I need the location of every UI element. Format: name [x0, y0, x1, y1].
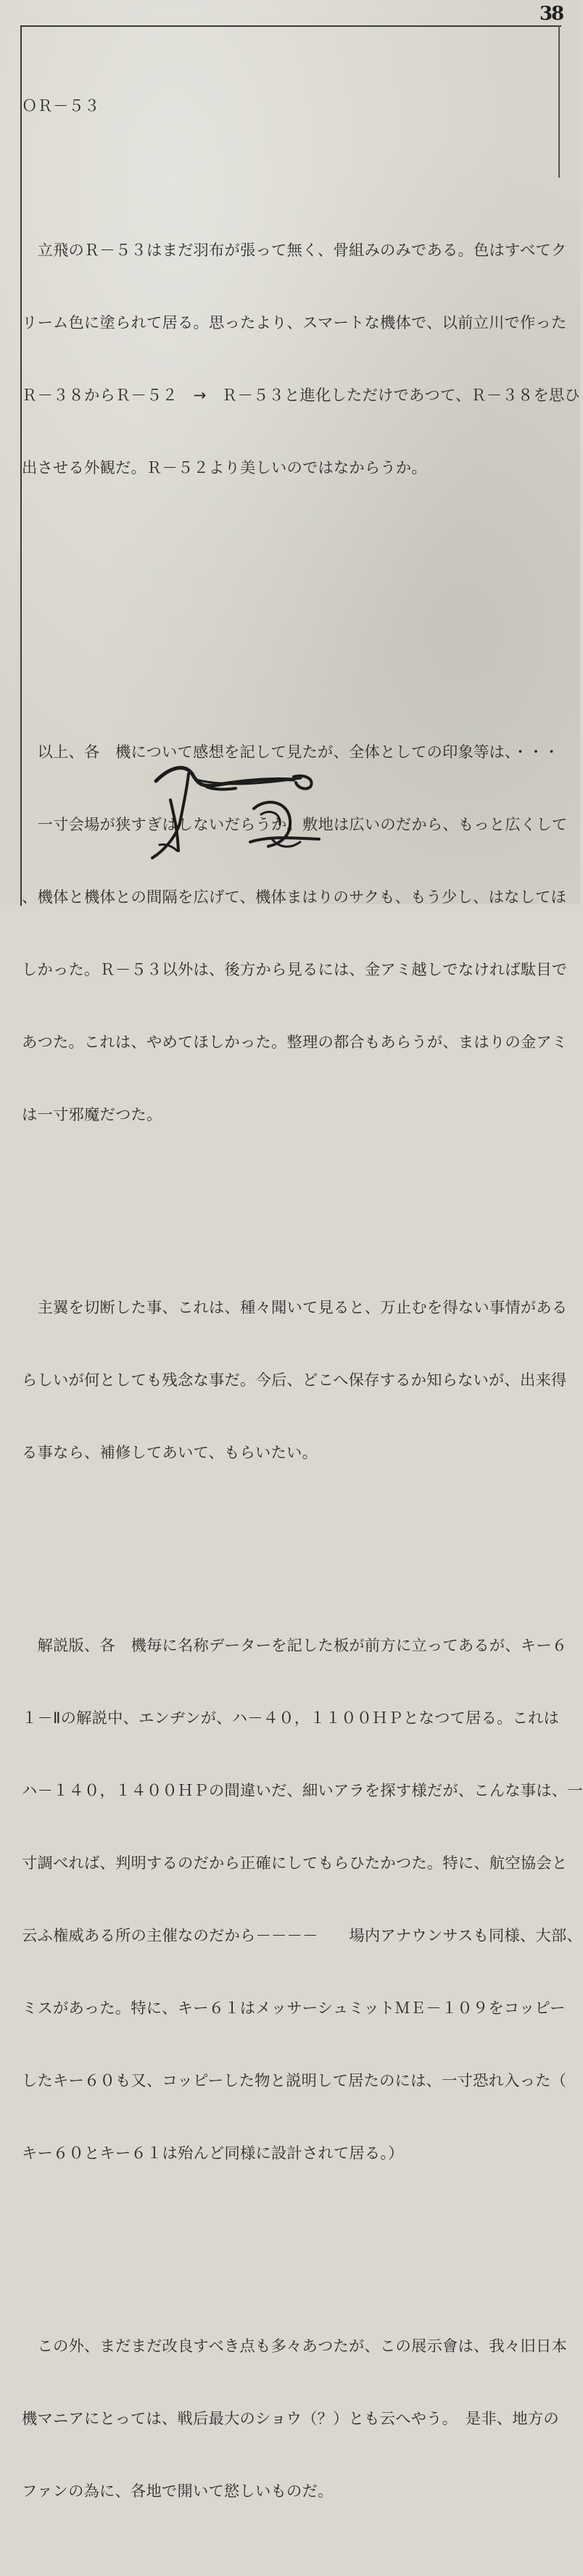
text-line: 主翼を切断した事、これは、種々聞いて見ると、万止むを得ない事情がある [22, 1299, 568, 1318]
text-line: ミスがあった。特に、キー６１はメッサーシュミットＭＥ－１０９をコッピー [22, 1999, 566, 2018]
text-line: 一寸会場が狭すぎはしないだらうか。敷地は広いのだから、もっと広くして [22, 816, 568, 835]
text-line: Ｒ－３８からＲ－５２ → Ｒ－５３と進化しただけであつて、Ｒ－３８を思ひ [22, 387, 581, 405]
text-line: 立飛のＲ－５３はまだ羽布が張って無く、骨組みのみである。色はすべてク [22, 242, 567, 260]
section-heading: ＯＲ－５３ [22, 96, 100, 115]
text-line: る事なら、補修してあいて、もらいたい。 [22, 1443, 318, 1462]
aircraft-sketch-illustration [145, 758, 326, 867]
paragraph-wing [22, 1248, 568, 1514]
text-line: 寸調べれば、判明するのだから正確にしてもらひたかつた。特に、航空協会と [22, 1854, 568, 1873]
paragraph-gap [22, 601, 558, 620]
text-line: 、機体と機体との間隔を広げて、機体まはりのサクも、もう少し、はなしてほ [22, 888, 567, 907]
text-line: 出させる外観だ。Ｒ－５２より美しいのではなからうか。 [22, 459, 427, 478]
text-line: 機マニアにとっては、戦后最大のショウ（？）とも云へやう。 是非、地方の [22, 2409, 559, 2428]
text-line: したキー６０も又、コッピーした物と説明して居たのには、一寸恐れ入った（ [22, 2071, 567, 2090]
text-line: あつた。これは、やめてほしかった。整理の都合もあらうが、まはりの金アミ [22, 1033, 568, 1052]
text-line: は一寸邪魔だつた。 [22, 1105, 162, 1124]
text-line: この外、まだまだ改良すべき点も多々あつたが、この展示會は、我々旧日本 [22, 2337, 567, 2356]
page-number: 38 [539, 3, 563, 25]
text-line: らしいが何としても残念な事だ。今后、どこへ保存するか知らないが、出来得 [22, 1371, 567, 1390]
text-line: 解説版、各 機毎に名称データーを記した板が前方に立ってあるが、キー６ [22, 1637, 568, 1656]
text-line: しかった。Ｒ－５３以外は、後方から見るには、金アミ越しでなければ駄目で [22, 960, 568, 979]
text-line: 云ふ権威ある所の主催なのだから－－－－ 場内アナウンサスも同様、大部、 [22, 1926, 583, 1945]
text-line: １－Ⅱの解説中、エンヂンが、ハ－４０，１１００ＨＰとなつて居る。これは [22, 1709, 560, 1728]
text-line: ファンの為に、各地で開いて慾しいものだ。 [22, 2482, 334, 2501]
text-line: 以上、各 機について感想を記して見たが、全体としての印象等は、・・・ [22, 743, 560, 762]
text-line: ハ－１４０，１４００ＨＰの間違いだ、細いアラを探す様だが、こんな事は、一 [22, 1782, 583, 1801]
text-line: キー６０とキー６１は殆んど同様に設計されて居る。） [22, 2144, 404, 2163]
page-border-right [558, 25, 560, 178]
document-body [22, 46, 583, 2576]
paragraph-r53 [22, 191, 581, 529]
paragraph-placards [22, 1586, 583, 2214]
paragraph-conclusion [22, 2286, 567, 2551]
text-line: リーム色に塗られて居る。思ったより、スマートな機体で、以前立川で作った [22, 314, 567, 333]
